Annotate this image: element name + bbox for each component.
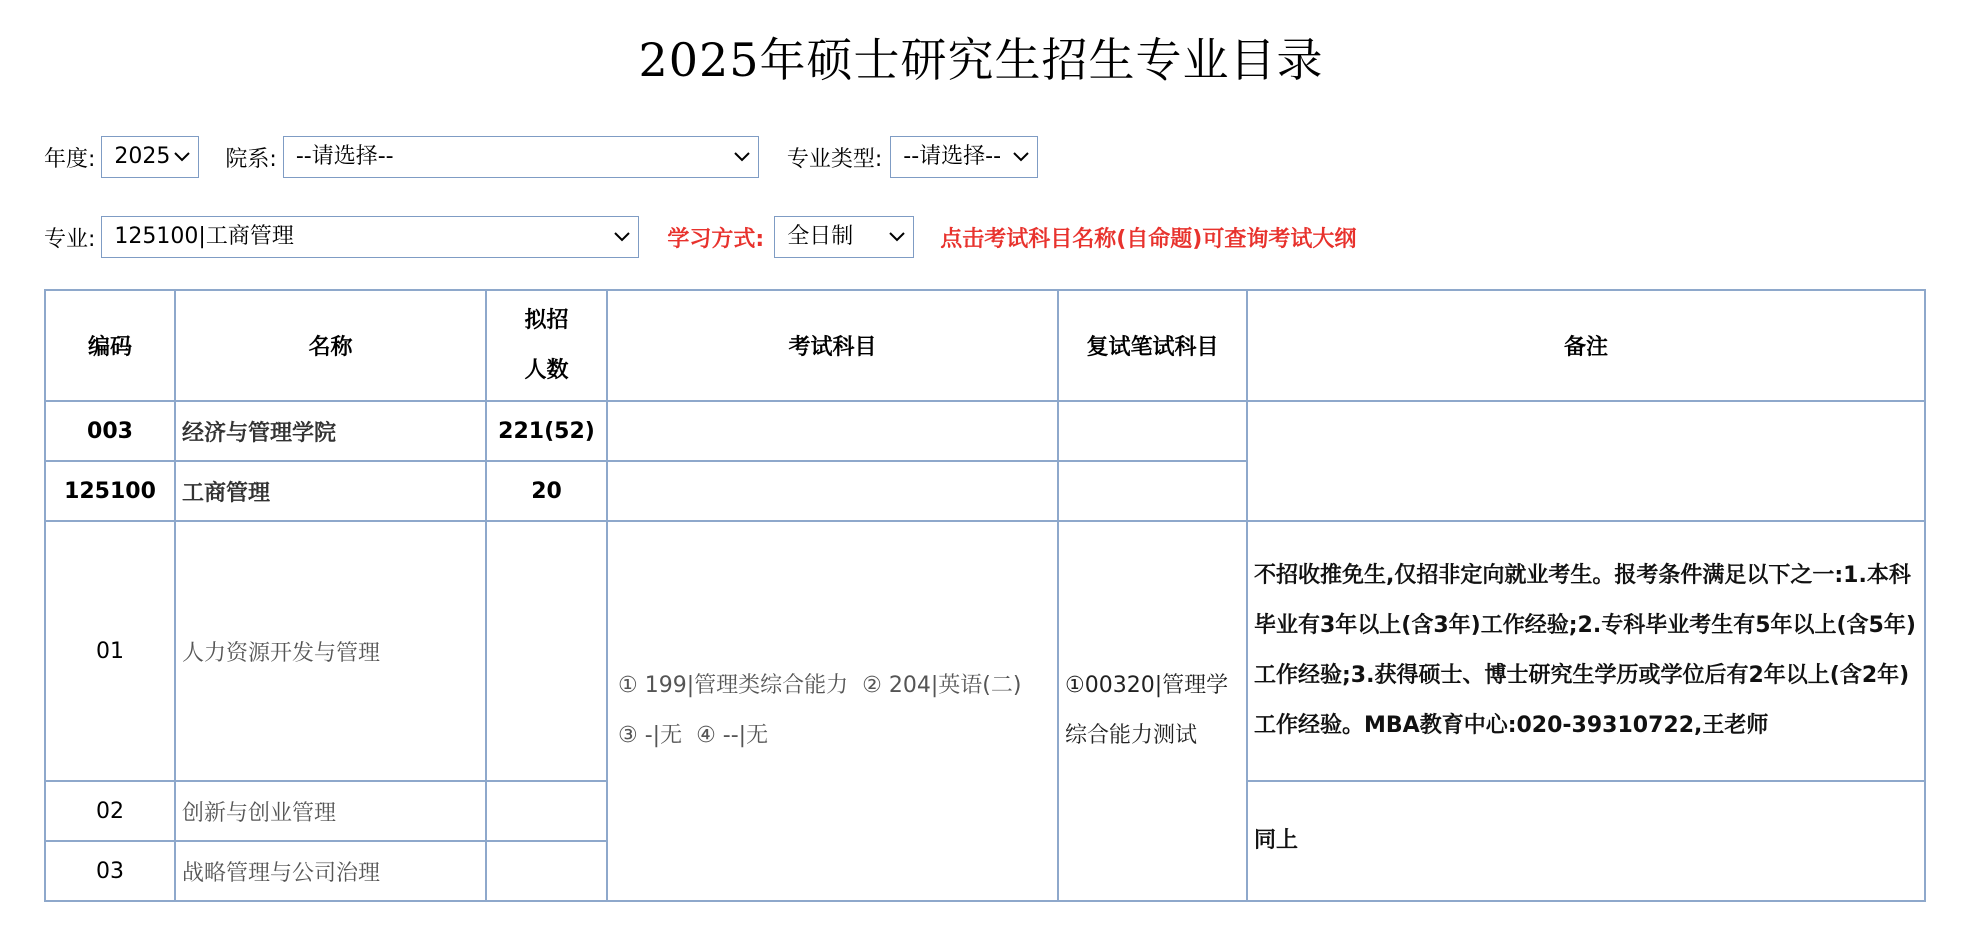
direction-code: 01: [45, 521, 175, 781]
table-row-direction-01: [45, 521, 1925, 781]
table-row-college: [45, 401, 1925, 461]
direction-code: 02: [45, 781, 175, 841]
exam-subject-link[interactable]: ① 199|管理类综合能力: [618, 673, 849, 698]
filter-row-1: [44, 136, 1038, 178]
college-quota: 221(52): [486, 401, 607, 461]
remark-same-cell: 同上: [1247, 781, 1925, 901]
major-exam-cell: [607, 461, 1058, 521]
header-quota: [486, 290, 607, 401]
study-mode-select[interactable]: [774, 216, 914, 258]
filter-row-2: [44, 216, 1356, 258]
dept-select[interactable]: [283, 136, 759, 178]
header-retest: 复试笔试科目: [1058, 290, 1247, 401]
header-quota-line1: 拟招: [524, 307, 569, 333]
type-label: 专业类型:: [786, 146, 883, 172]
major-label: 专业:: [44, 226, 96, 252]
direction-name: 创新与创业管理: [175, 781, 486, 841]
direction-quota: [486, 521, 607, 781]
header-code: 编码: [45, 290, 175, 401]
major-select[interactable]: [101, 216, 639, 258]
major-name: 工商管理: [175, 461, 486, 521]
chevron-down-icon: [889, 217, 905, 256]
college-name: 经济与管理学院: [175, 401, 486, 461]
header-exam: 考试科目: [607, 290, 1058, 401]
college-code: 003: [45, 401, 175, 461]
exam-subject-link[interactable]: ② 204|英语(二): [862, 673, 1022, 698]
type-select-value: --请选择--: [903, 144, 1002, 169]
direction-name: 人力资源开发与管理: [175, 521, 486, 781]
header-name: 名称: [175, 290, 486, 401]
direction-quota: [486, 781, 607, 841]
study-mode-select-value: 全日制: [787, 224, 854, 249]
dept-select-value: --请选择--: [295, 144, 394, 169]
study-mode-label: 学习方式:: [667, 226, 765, 252]
year-select-value: 2025: [114, 144, 171, 169]
direction-name: 战略管理与公司治理: [175, 841, 486, 901]
chevron-down-icon: [734, 137, 750, 176]
dept-label: 院系:: [225, 146, 277, 172]
chevron-down-icon: [174, 137, 190, 176]
exam-subject-link[interactable]: ③ -|无: [618, 723, 683, 748]
catalog-table: [44, 289, 1926, 902]
header-quota-line2: 人数: [524, 357, 569, 383]
direction-code: 03: [45, 841, 175, 901]
exam-subject-link[interactable]: ④ --|无: [696, 723, 769, 748]
chevron-down-icon: [1013, 137, 1029, 176]
major-select-value: 125100|工商管理: [114, 224, 294, 249]
major-quota: 20: [486, 461, 607, 521]
college-exam-cell: [607, 401, 1058, 461]
college-retest-cell: [1058, 401, 1247, 461]
major-code: 125100: [45, 461, 175, 521]
chevron-down-icon: [614, 217, 630, 256]
remark-cell: 不招收推免生,仅招非定向就业考生。报考条件满足以下之一:1.本科毕业有3年以上(含3年)工作经验;2.专科毕业考生有5年以上(含5年)工作经验;3.获得硕士、博士研究生学历或学位后有2年以上(含2年)工作经验。MBA教育中心:020-39310722,王老师: [1247, 521, 1925, 781]
major-retest-cell: [1058, 461, 1247, 521]
year-label: 年度:: [44, 146, 96, 172]
retest-subject-cell: ①00320|管理学综合能力测试: [1058, 521, 1247, 901]
year-select[interactable]: [101, 136, 199, 178]
table-header-row: [45, 290, 1925, 401]
header-remark: 备注: [1247, 290, 1925, 401]
page-title: 2025年硕士研究生招生专业目录: [638, 33, 1324, 87]
direction-quota: [486, 841, 607, 901]
exam-syllabus-hint: 点击考试科目名称(自命题)可查询考试大纲: [940, 226, 1357, 252]
type-select[interactable]: [890, 136, 1038, 178]
exam-subjects-cell: [607, 521, 1058, 901]
college-remark-cell: [1247, 401, 1925, 521]
